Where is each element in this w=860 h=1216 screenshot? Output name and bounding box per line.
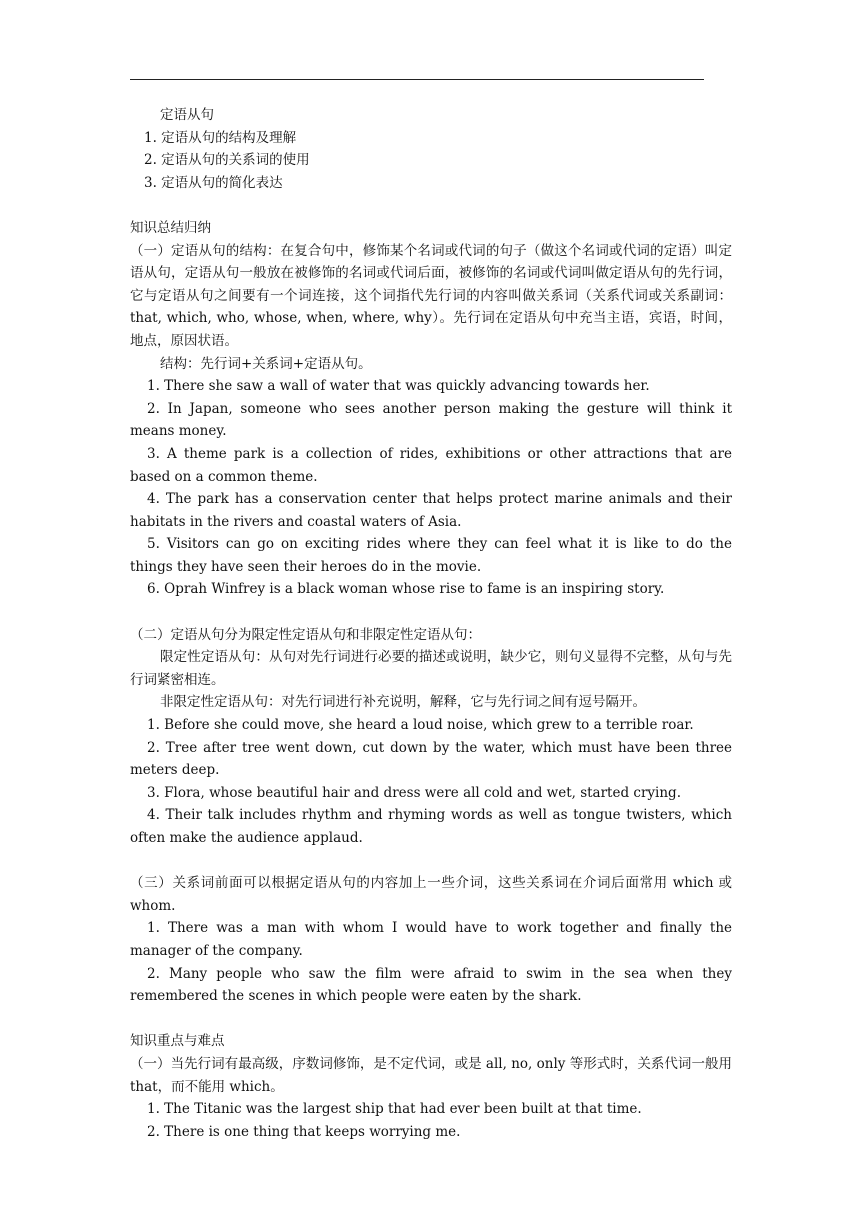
- section-1-structure: 结构：先行词+关系词+定语从句。: [160, 355, 372, 372]
- section-1-intro: （一）定语从句的结构：在复合句中，修饰某个名词或代词的句子（做这个名词或代词的定语）叫定语从句，定语从句一般放在被修饰的名词或代词后面，被修饰的名词或代词叫做定语从句的先行词，它与定语从句之间要有一个词连接，这个词指代先行词的内容叫做关系词（关系代词或关系副词：that, which, who, whose, when, where, why）。先行词在定语从句中充当主语，宾语，时间，地点，原因状语。: [130, 242, 732, 349]
- example-sentence: 1. There was a man with whom I would have to work together and finally the manager of the company.: [130, 920, 732, 959]
- example-sentence: 1. There she saw a wall of water that was quickly advancing towards her.: [147, 378, 650, 395]
- restrictive-definition: 限定性定语从句：从句对先行词进行必要的描述或说明，缺少它，则句义显得不完整，从句与先行词紧密相连。: [130, 649, 732, 688]
- nonrestrictive-definition: 非限定性定语从句：对先行词进行补充说明，解释，它与先行词之间有逗号隔开。: [160, 694, 646, 711]
- example-sentence: 3. Flora, whose beautiful hair and dress were all cold and wet, started crying.: [147, 784, 681, 801]
- section-2-intro: （二）定语从句分为限定性定语从句和非限定性定语从句：: [130, 626, 481, 643]
- document-body: [130, 104, 732, 1143]
- example-sentence: 4. Their talk includes rhythm and rhyming words as well as tongue twisters, which often make the audience applaud.: [130, 807, 732, 846]
- toc-item: 3. 定语从句的简化表达: [144, 174, 283, 191]
- example-sentence: 2. Many people who saw the film were afraid to swim in the sea when they remembered the scenes in which people were eaten by the shark.: [130, 965, 732, 1005]
- example-sentence: 1. Before she could move, she heard a loud noise, which grew to a terrible roar.: [147, 717, 694, 734]
- example-sentence: 5. Visitors can go on exciting rides where they can feel what it is like to do the things they have seen their heroes do in the movie.: [130, 536, 732, 575]
- example-sentence: 4. The park has a conservation center that helps protect marine animals and their habitats in the rivers and coastal waters of Asia.: [130, 491, 732, 530]
- example-sentence: 2. There is one thing that keeps worrying me.: [147, 1123, 461, 1140]
- summary-heading: 知识总结归纳: [130, 219, 211, 236]
- toc-item: 2. 定语从句的关系词的使用: [144, 152, 310, 169]
- example-sentence: 6. Oprah Winfrey is a black woman whose rise to fame is an inspiring story.: [147, 581, 665, 598]
- example-sentence: 1. The Titanic was the largest ship that had ever been built at that time.: [147, 1101, 642, 1118]
- key-points-heading: 知识重点与难点: [130, 1033, 225, 1050]
- page-title: 定语从句: [160, 107, 214, 123]
- section-3-intro: （三）关系词前面可以根据定语从句的内容加上一些介词，这些关系词在介词后面常用 which 或 whom.: [130, 875, 732, 914]
- example-sentence: 3. A theme park is a collection of rides, exhibitions or other attractions that are based on a common theme.: [130, 445, 732, 485]
- header-rule: [130, 79, 704, 80]
- toc-item: 1. 定语从句的结构及理解: [144, 129, 297, 146]
- key-point-1-intro: （一）当先行词有最高级，序数词修饰，是不定代词，或是 all, no, only 等形式时，关系代词一般用 that，而不能用 which。: [130, 1055, 732, 1095]
- example-sentence: 2. In Japan, someone who sees another person making the gesture will think it means money.: [130, 400, 732, 440]
- example-sentence: 2. Tree after tree went down, cut down by the water, which must have been three meters deep.: [130, 739, 732, 779]
